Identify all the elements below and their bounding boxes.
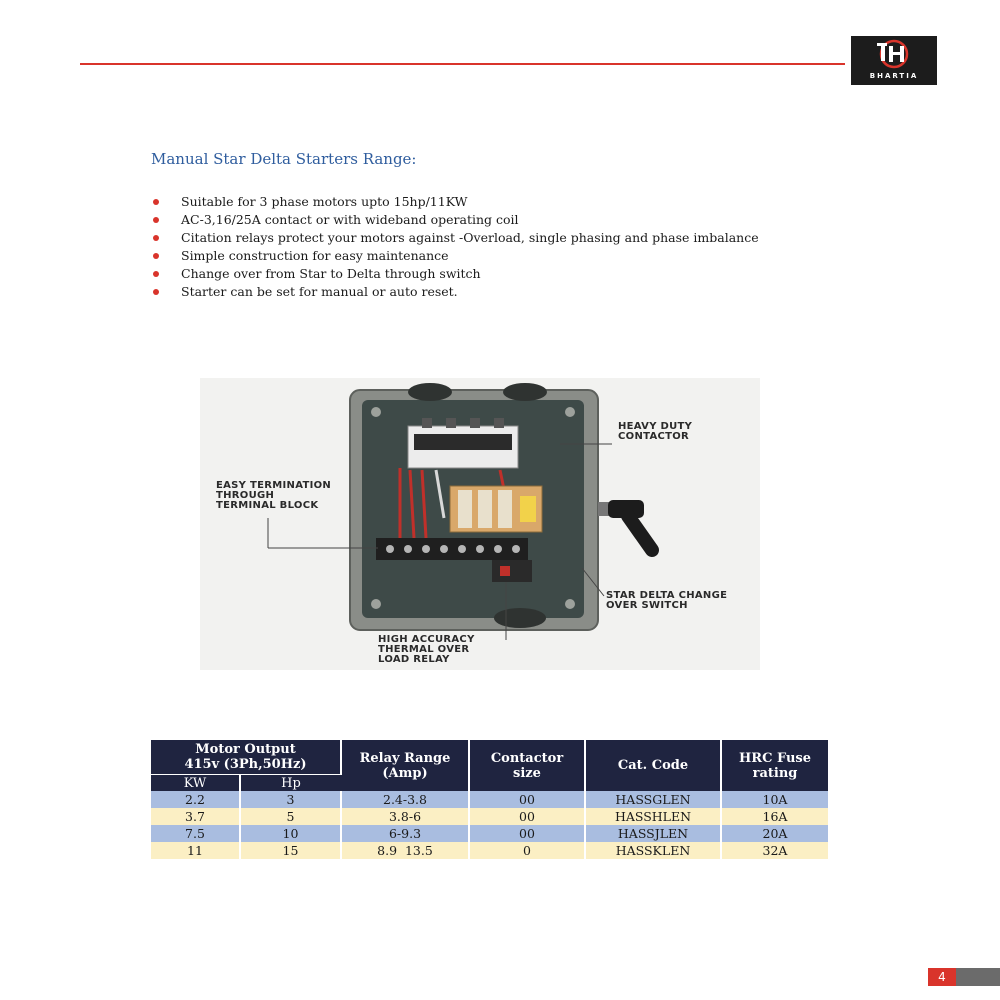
header-contactor-size: Contactor size [469, 740, 585, 791]
feature-item: Simple construction for easy maintenance [151, 247, 759, 265]
bullet-icon [153, 199, 159, 205]
cell-kw: 11 [151, 842, 240, 859]
cell-contactor-size: 00 [469, 825, 585, 842]
page-number-tab [956, 968, 1000, 986]
cell-kw: 3.7 [151, 808, 240, 825]
cell-hrc-fuse: 10A [721, 791, 828, 808]
feature-item: Change over from Star to Delta through switch [151, 265, 759, 283]
page-number: 4 [928, 968, 956, 986]
feature-list [151, 193, 759, 301]
feature-item: Citation relays protect your motors against -Overload, single phasing and phase imbalance [151, 229, 759, 247]
cell-contactor-size: 00 [469, 791, 585, 808]
logo-mark-icon [851, 36, 937, 72]
header-rule [80, 63, 845, 65]
cell-relay-range: 6-9.3 [341, 825, 469, 842]
table-row [151, 808, 828, 825]
cell-hp: 10 [240, 825, 341, 842]
cell-contactor-size: 0 [469, 842, 585, 859]
cell-kw: 7.5 [151, 825, 240, 842]
starter-product-figure [200, 378, 760, 670]
cell-hp: 3 [240, 791, 341, 808]
cell-relay-range: 2.4-3.8 [341, 791, 469, 808]
cell-cat-code: HASSKLEN [585, 842, 721, 859]
callout-heavy-duty-contactor: HEAVY DUTY CONTACTOR [618, 421, 693, 442]
bullet-icon [153, 271, 159, 277]
cell-relay-range: 3.8-6 [341, 808, 469, 825]
feature-item: Suitable for 3 phase motors upto 15hp/11KW [151, 193, 759, 211]
header-relay-range: Relay Range (Amp) [341, 740, 469, 791]
table-row [151, 842, 828, 859]
spec-table [151, 740, 828, 859]
header-hrc-fuse: HRC Fuse rating [721, 740, 828, 791]
callout-star-delta-switch: STAR DELTA CHANGE OVER SWITCH [606, 590, 728, 611]
table-row [151, 791, 828, 808]
header-cat-code: Cat. Code [585, 740, 721, 791]
cell-hp: 5 [240, 808, 341, 825]
feature-item: Starter can be set for manual or auto reset. [151, 283, 759, 301]
section-title: Manual Star Delta Starters Range: [151, 150, 417, 168]
bhartia-logo [851, 36, 937, 85]
callout-easy-termination: EASY TERMINATION THROUGH TERMINAL BLOCK [216, 480, 332, 511]
bullet-icon [153, 235, 159, 241]
table-row [151, 825, 828, 842]
feature-item: AC-3,16/25A contact or with wideband operating coil [151, 211, 759, 229]
bullet-icon [153, 253, 159, 259]
bullet-icon [153, 289, 159, 295]
cell-hp: 15 [240, 842, 341, 859]
bullet-icon [153, 217, 159, 223]
cell-kw: 2.2 [151, 791, 240, 808]
header-hp: Hp [240, 775, 341, 792]
cell-hrc-fuse: 20A [721, 825, 828, 842]
table-header-row [151, 740, 828, 775]
cell-cat-code: HASSHLEN [585, 808, 721, 825]
header-motor-output: Motor Output 415v (3Ph,50Hz) [151, 740, 341, 775]
cell-hrc-fuse: 16A [721, 808, 828, 825]
cell-cat-code: HASSGLEN [585, 791, 721, 808]
header-kw: KW [151, 775, 240, 792]
cell-relay-range: 8.9 13.5 [341, 842, 469, 859]
callout-overload-relay: HIGH ACCURACY THERMAL OVER LOAD RELAY [378, 634, 475, 665]
cell-contactor-size: 00 [469, 808, 585, 825]
logo-text: BHARTIA [869, 72, 919, 80]
cell-hrc-fuse: 32A [721, 842, 828, 859]
cell-cat-code: HASSJLEN [585, 825, 721, 842]
